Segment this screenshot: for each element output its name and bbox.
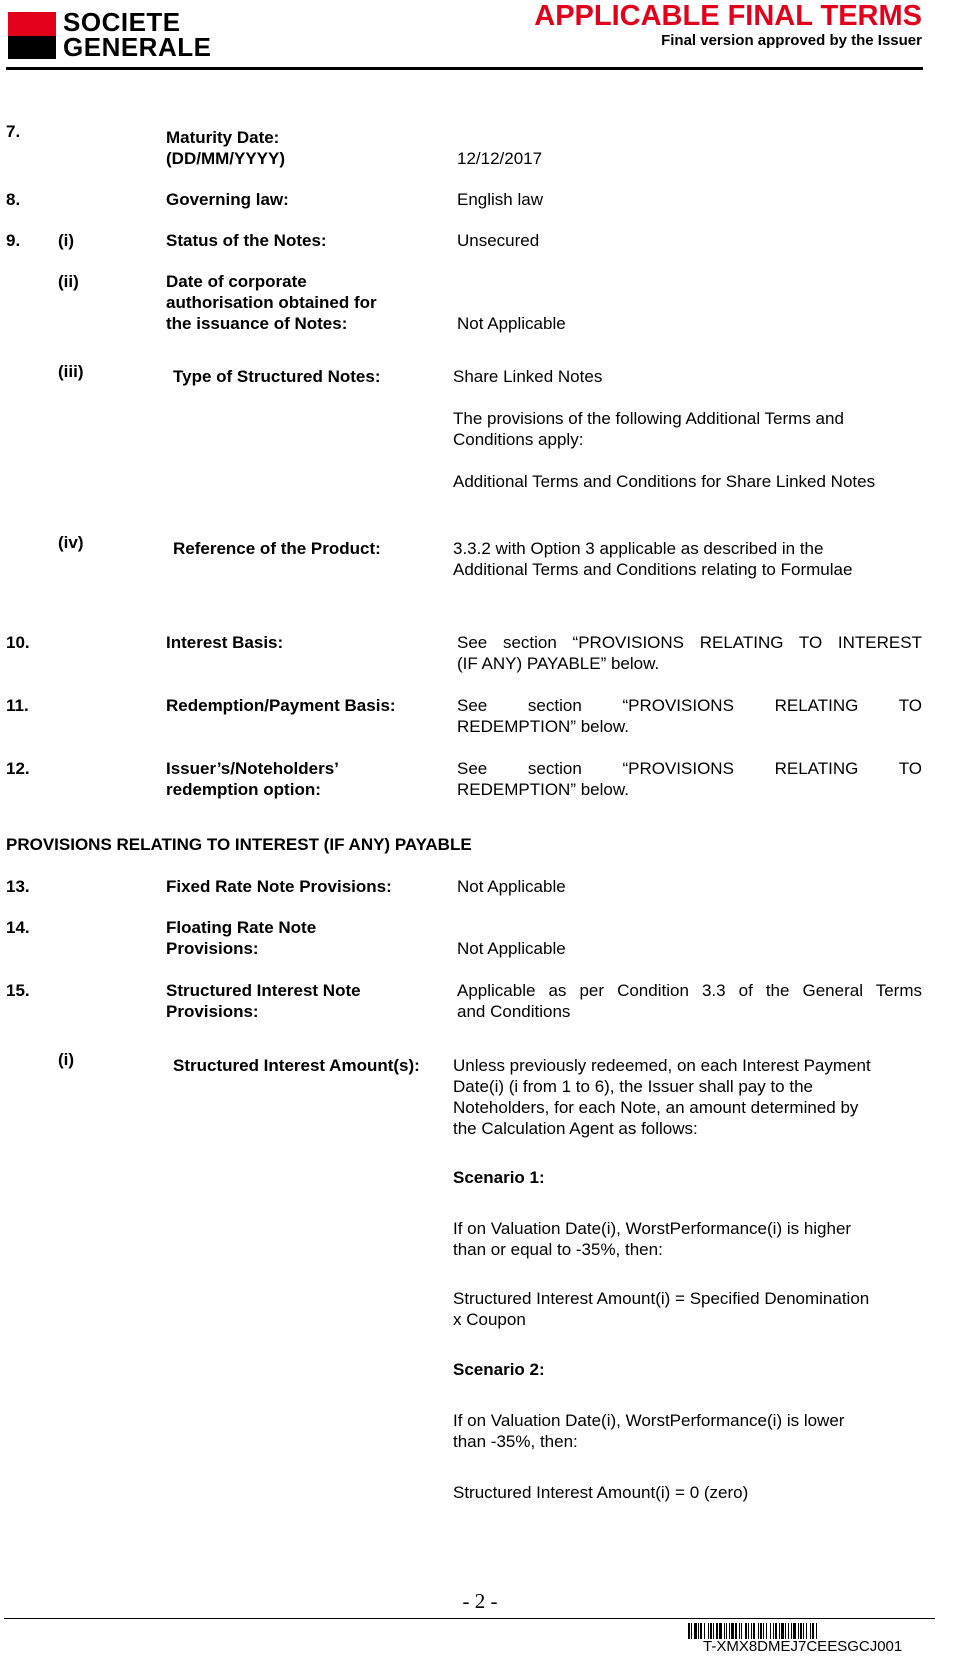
item-value: Unsecured: [457, 231, 540, 250]
item-value: Not Applicable: [457, 877, 566, 896]
item-number: 7.: [6, 122, 21, 141]
item-value: Unless previously redeemed, on each Interest Payment Date(i) (i from 1 to 6), the Issuer shall pay to the Noteholders, for each Note, an amount determined by the Calculation Agent as follows:: [453, 1056, 871, 1138]
scenario-formula: Structured Interest Amount(i) = 0 (zero): [453, 1483, 749, 1502]
item-value: 12/12/2017: [457, 149, 543, 168]
item-number: 8.: [6, 190, 21, 209]
item-value: See section “PROVISIONS RELATING TO INTEREST (IF ANY) PAYABLE” below.: [457, 633, 922, 673]
item-value: Share Linked Notes: [453, 367, 603, 386]
item-value: See section “PROVISIONS RELATING TO REDEMPTION” below.: [457, 759, 922, 799]
item-label: Date of corporate authorisation obtained for the issuance of Notes:: [166, 272, 377, 333]
item-label: Fixed Rate Note Provisions:: [166, 877, 392, 896]
scenario-condition: If on Valuation Date(i), WorstPerformance(i) is higher than or equal to -35%, then:: [453, 1219, 852, 1259]
document-title: APPLICABLE FINAL TERMS: [534, 0, 922, 32]
header-divider: [6, 67, 923, 70]
item-label: Redemption/Payment Basis:: [166, 696, 396, 715]
item-label: Structured Interest Note Provisions:: [166, 981, 361, 1021]
item-label: Governing law:: [166, 190, 289, 209]
item-number: 14.: [6, 918, 30, 937]
scenario-formula: Structured Interest Amount(i) = Specified Denomination x Coupon: [453, 1289, 870, 1329]
document-reference: T-XMX8DMEJ7CEESGCJ001: [703, 1638, 903, 1655]
item-number: 15.: [6, 981, 30, 1000]
item-number: 10.: [6, 633, 30, 652]
page-number: - 2 -: [462, 1589, 498, 1613]
item-label: Floating Rate Note Provisions:: [166, 918, 317, 958]
item-number: 9.: [6, 231, 21, 250]
item-number: 11.: [6, 696, 29, 715]
item-value: Not Applicable: [457, 314, 566, 333]
section-heading: PROVISIONS RELATING TO INTEREST (IF ANY) PAYABLE: [6, 835, 472, 854]
item-value: English law: [457, 190, 543, 209]
scenario-heading: Scenario 2:: [453, 1360, 545, 1379]
item-subnumber: (i): [58, 1050, 75, 1069]
scenario-heading: Scenario 1:: [453, 1168, 545, 1187]
item-label: Type of Structured Notes:: [173, 367, 381, 386]
item-label: Status of the Notes:: [166, 231, 327, 250]
document-subtitle: Final version approved by the Issuer: [661, 32, 922, 49]
barcode-icon: [688, 1623, 924, 1639]
item-label: Reference of the Product:: [173, 539, 381, 558]
item-paragraph: The provisions of the following Additional Terms and Conditions apply:: [453, 409, 844, 449]
item-subnumber: (ii): [58, 272, 79, 291]
item-value: See section “PROVISIONS RELATING TO REDEMPTION” below.: [457, 696, 922, 736]
item-paragraph: Additional Terms and Conditions for Share Linked Notes: [453, 472, 876, 491]
item-subnumber: (iii): [58, 362, 84, 381]
item-subnumber: (i): [58, 231, 75, 250]
item-label: Issuer’s/Noteholders’ redemption option:: [166, 759, 339, 799]
logo-wordmark: SOCIETE GENERALE: [63, 7, 212, 62]
item-value: Applicable as per Condition 3.3 of the General Terms and Conditions: [457, 981, 922, 1021]
item-value: 3.3.2 with Option 3 applicable as described in the Additional Terms and Conditions relating to Formulae: [453, 539, 853, 579]
item-subnumber: (iv): [58, 533, 84, 552]
logo-square-icon: [8, 12, 56, 59]
item-label: Interest Basis:: [166, 633, 284, 652]
item-label: Structured Interest Amount(s):: [173, 1056, 420, 1075]
item-value: Not Applicable: [457, 939, 566, 958]
item-number: 13.: [6, 877, 30, 896]
item-number: 12.: [6, 759, 30, 778]
scenario-condition: If on Valuation Date(i), WorstPerformance(i) is lower than -35%, then:: [453, 1411, 845, 1451]
item-label: Maturity Date: (DD/MM/YYYY): [166, 128, 285, 168]
footer-divider: [4, 1618, 935, 1619]
